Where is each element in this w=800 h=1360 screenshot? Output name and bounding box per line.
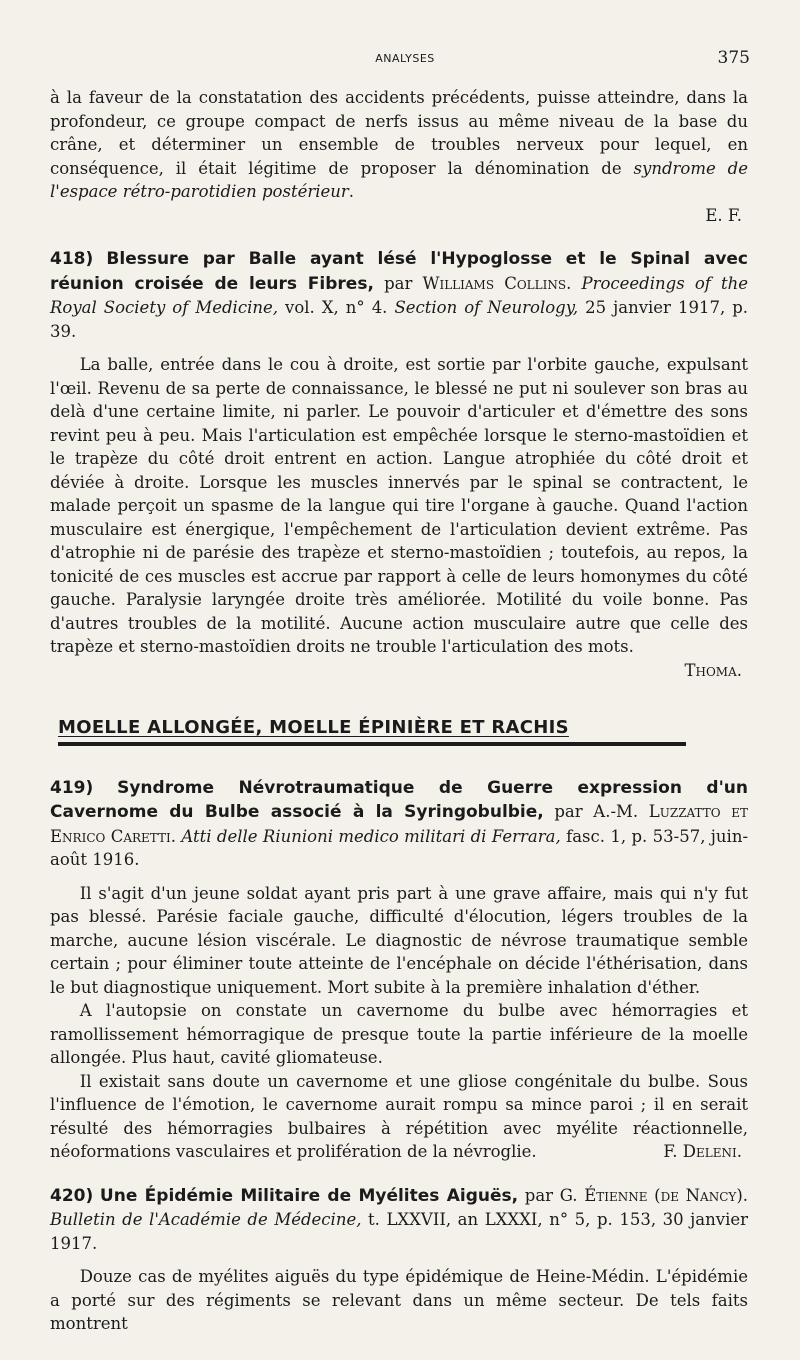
article-paragraph: La balle, entrée dans le cou à droite, est sortie par l'orbite gauche, expulsant l'œil. Revenu de sa perte de connaissance, le blessé ne put ni soulever son bras au delà d'une certaine limite, ni parler. Le pouvoir d'articuler et d'émettre des sons revint peu à peu. Mais l'articulation est empêchée lorsque le sterno-mastoïdien et le trapèze du côté droit entrent en action. Langue atrophiée du côté droit et déviée à droite. Lorsque les muscles innervés par le spinal se contractent, le malade perçoit un spasme de la langue qui tire l'organe à gauche. Quand l'action musculaire est énergique, l'empêchement de l'articulation devient extrême. Pas d'atrophie ni de parésie des trapèze et sterno-mastoïdien ; toutefois, au repos, la tonicité de ces muscles est accrue par rapport à celle de leurs homonymes du côté gauche. Paralysie laryngée droite très améliorée. Motilité du voile bonne. Pas d'autres troubles de la motilité. Aucune action musculaire autre que celle des trapèze et sterno-mastoïdien droits ne trouble l'articulation des mots. xyxy=(50,355,748,656)
article-source: Atti delle Riunioni medico militari di Ferrara, xyxy=(181,826,561,846)
article-paragraph: A l'autopsie on constate un cavernome du bulbe avec hémorragies et ramollissement hémorragique de presque toute la partie inférieure de la moelle allongée. Plus haut, cavité gliomateuse. xyxy=(50,1001,748,1067)
article-heading: 419) Syndrome Névrotraumatique de Guerre expression d'un Cavernome du Bulbe associé à la Syringobulbie, par A.-M. Luzzatto et Enrico Caretti. Atti delle Riunioni medico militari di Ferrara, fasc. 1, p. 53-57, juin-août 1916. xyxy=(50,777,749,869)
article-heading: 418) Blessure par Balle ayant lésé l'Hypoglosse et le Spinal avec réunion croisée de leurs Fibres, par Williams Collins. Proceedings of the Royal Society of Medicine, vol. X, n° 4. Section of Neurology, 25 janvier 1917, p. 39. xyxy=(50,249,749,341)
article-source: Proceedings of the Royal Society of Medicine, xyxy=(50,273,749,317)
article-paragraph: Il existait sans doute un cavernome et une gliose congénitale du bulbe. Sous l'influence de l'émotion, le cavernome aurait rompu sa mince paroi ; il en serait résulté des hémorragies bulbaires à répétition avec myélite réactionnelle, néoformations vasculaires et prolifération de la névroglie. F. Deleni. xyxy=(50,1070,748,1164)
page-number: 375 xyxy=(717,48,750,68)
section-heading: MOELLE ALLONGÉE, MOELLE ÉPINIÈRE ET RACHIS xyxy=(58,716,686,746)
article-title: Une Épidémie Militaire de Myélites Aiguës, xyxy=(99,1185,519,1206)
article-title: Blessure par Balle ayant lésé l'Hypoglosse et le Spinal avec réunion croisée de leurs Fibres, xyxy=(50,249,749,294)
intro-paragraph: à la faveur de la constatation des accidents précédents, puisse atteindre, dans la profondeur, ce groupe compact de nerfs issus au même niveau de la base du crâne, et déterminer un ensemble de troubles nerveux pour lequel, en conséquence, il était légitime de proposer la dénomination de syndrome de l'espace rétro-parotidien postérieur. xyxy=(50,88,748,201)
article-title: Syndrome Névrotraumatique de Guerre expression d'un Cavernome du Bulbe associé à la Syringobulbie, xyxy=(50,777,748,822)
running-title: ANALYSES xyxy=(375,52,435,65)
article-number: 419) xyxy=(50,777,94,798)
article-author: G. Étienne (de Nancy). xyxy=(559,1185,749,1205)
article-number: 420) xyxy=(50,1185,94,1206)
page-body xyxy=(50,86,748,1336)
article-paragraph: Il s'agit d'un jeune soldat ayant pris part à une grave affaire, mais qui n'y fut pas blessé. Parésie faciale gauche, difficulté d'élocution, légers troubles de la marche, aucune lésion viscérale. Le diagnostic de névrose traumatique semble certain ; pour éliminer toute atteinte de l'encéphale on décide l'éthérisation, dans le but diagnostique uniquement. Mort subite à la première inhalation d'éther. xyxy=(50,883,748,997)
article-signature: Thoma. xyxy=(684,660,742,680)
intro-term: syndrome de l'espace rétro-parotidien postérieur xyxy=(50,158,748,201)
article-420 xyxy=(50,1184,748,1336)
intro-signature: E. F. xyxy=(705,205,742,225)
article-signature: F. Deleni. xyxy=(663,1142,742,1161)
article-heading: 420) Une Épidémie Militaire de Myélites Aiguës, par G. Étienne (de Nancy). Bulletin de l'Académie de Médecine, t. LXXVII, an LXXXI, n° 5, p. 153, 30 janvier 1917. xyxy=(50,1185,749,1253)
article-source: Bulletin de l'Académie de Médecine, xyxy=(50,1210,362,1229)
article-418 xyxy=(50,247,748,682)
article-author: A.-M. Luzzatto et Enrico Caretti. xyxy=(50,802,748,846)
article-author: Williams Collins. xyxy=(422,273,572,293)
page-header xyxy=(60,48,750,72)
article-paragraph: Douze cas de myélites aiguës du type épidémique de Heine-Médin. L'épidémie a porté sur des régiments se relevant dans un même secteur. De tels faits montrent xyxy=(50,1267,748,1333)
article-number: 418) xyxy=(50,249,94,269)
article-419 xyxy=(50,776,748,1164)
